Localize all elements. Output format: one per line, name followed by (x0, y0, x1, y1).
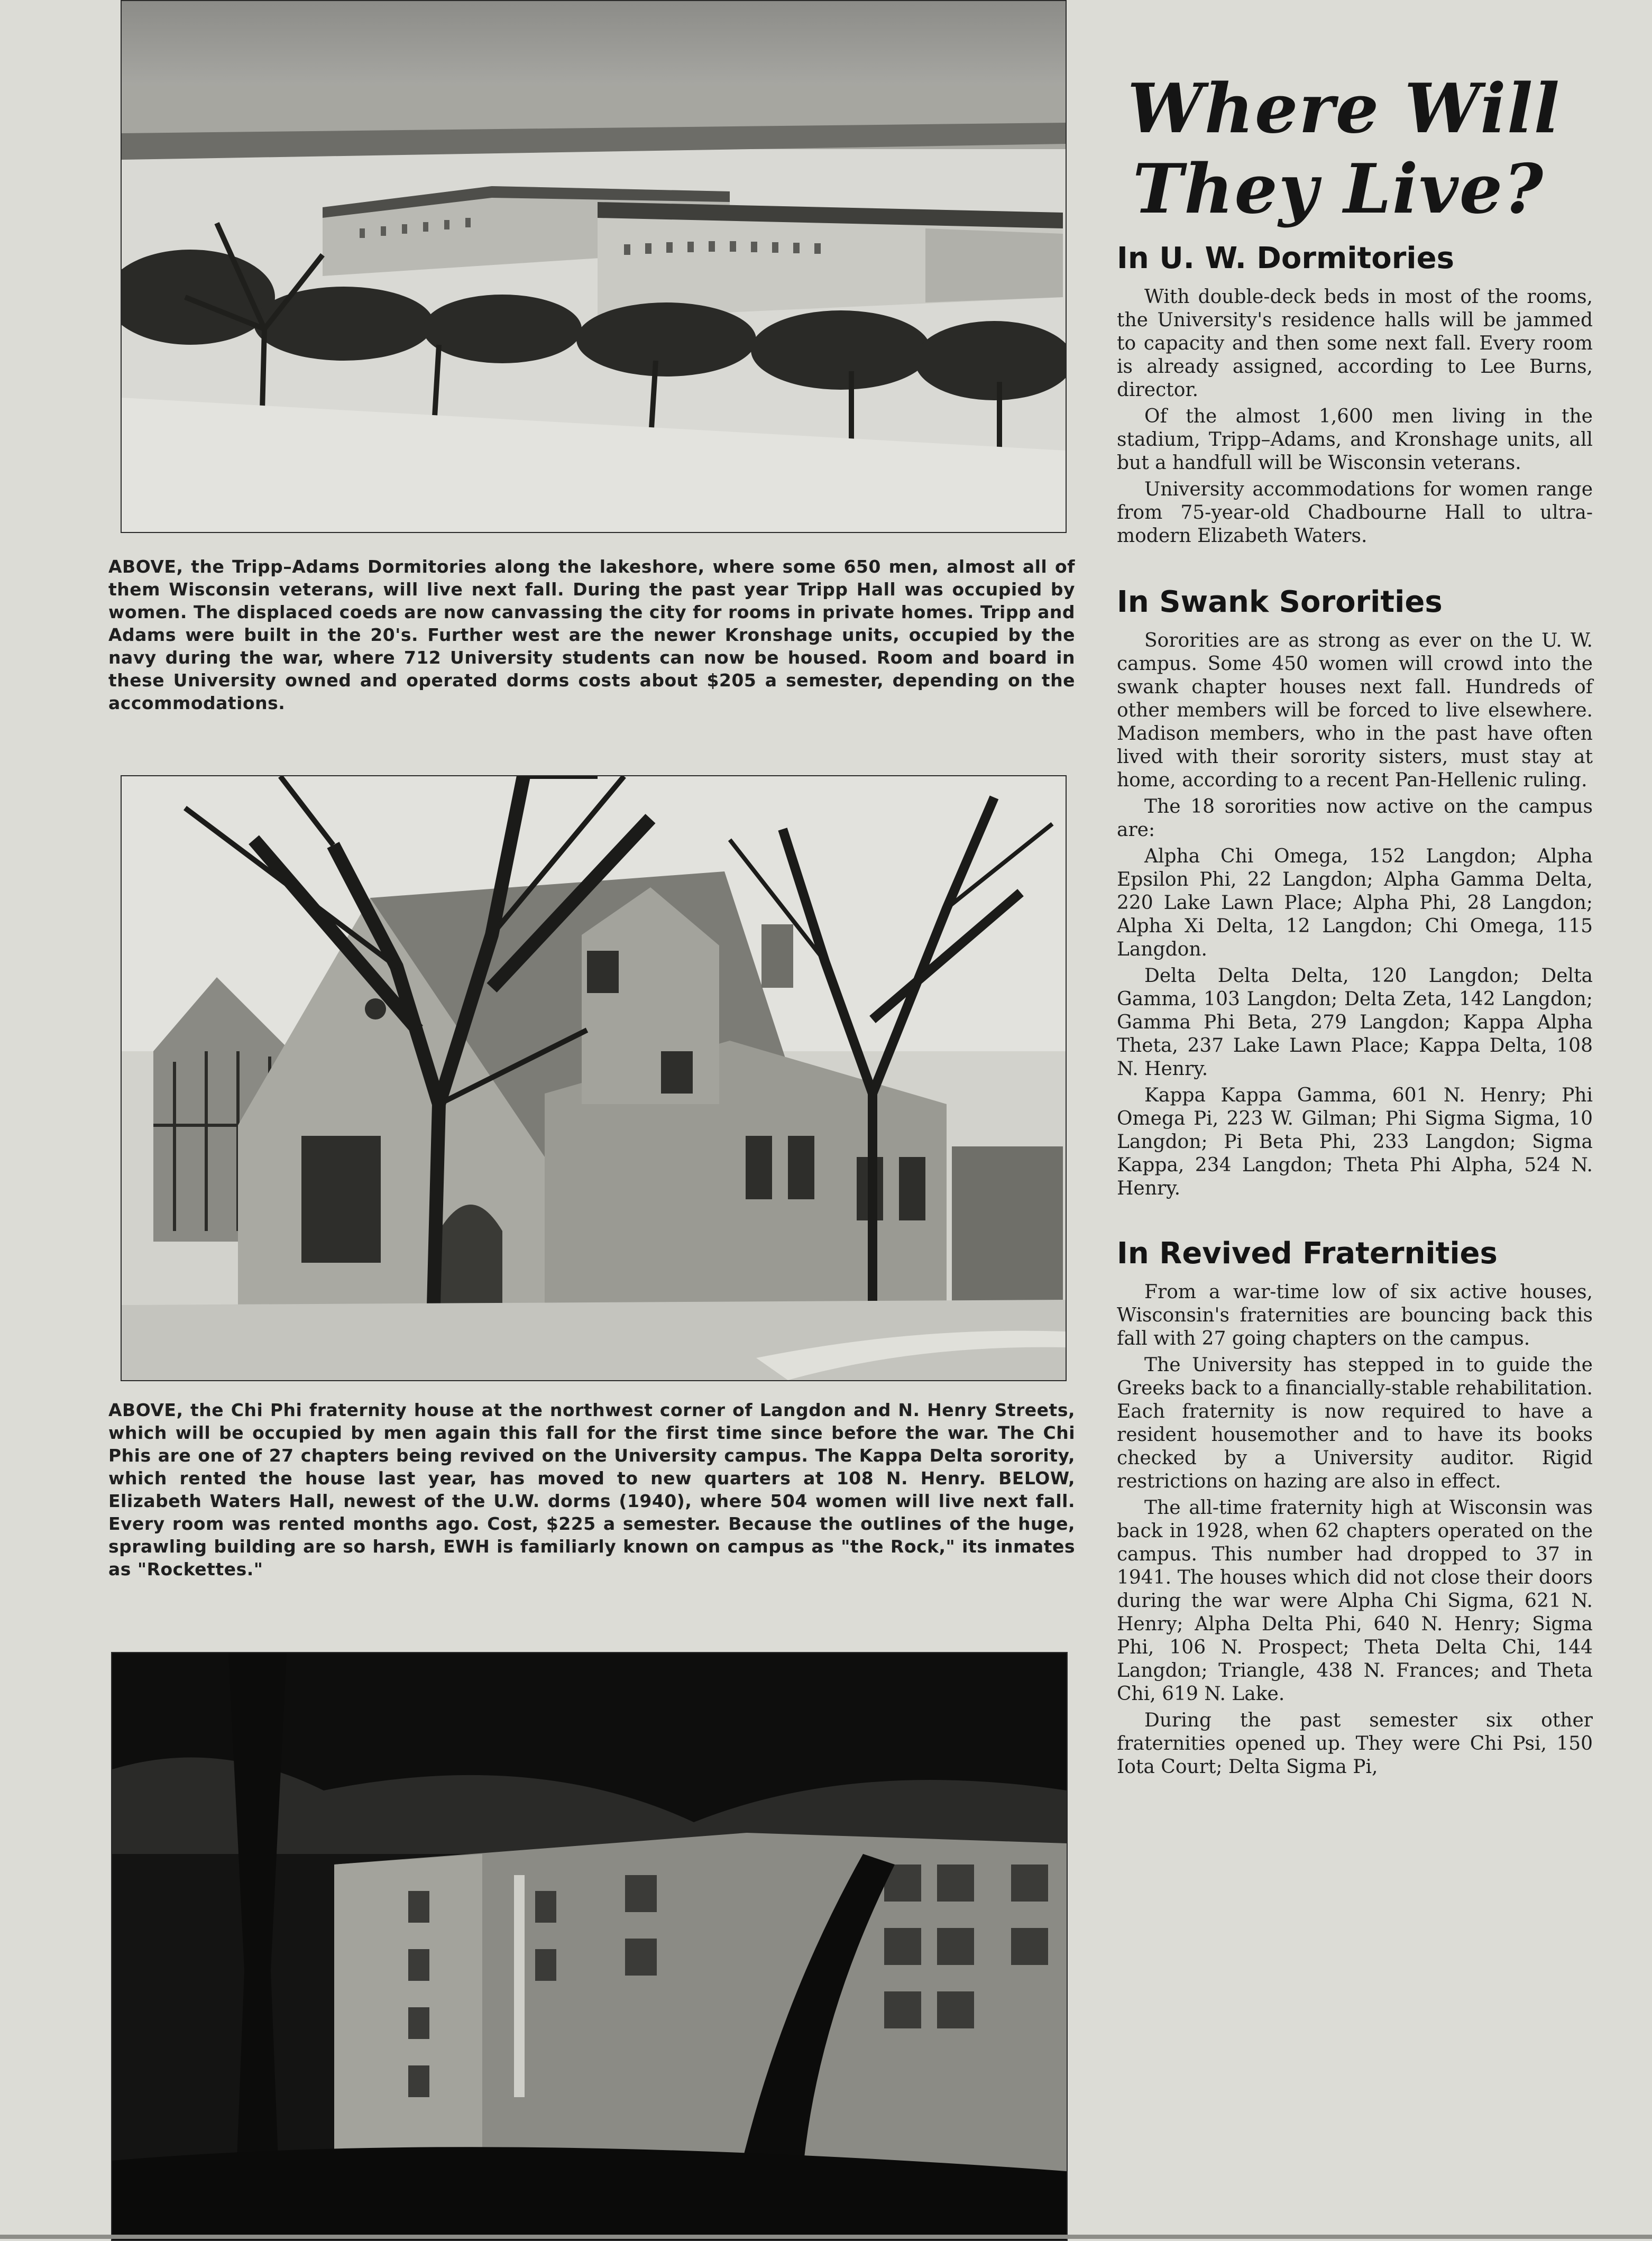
paragraph: Sororities are as strong as ever on the U. W. campus. Some 450 women will crowd into the swank chapter houses next fall. Hundreds of other members will be forced to live elsewhere. Madison members, who in the past have often lived with their sorority sisters, must stay at home, according to a recent Pan-Hellenic ruling. (1117, 630, 1593, 791)
photo-elizabeth-waters-hall (111, 1652, 1068, 2241)
paragraph: During the past semester six other fraternities opened up. They were Chi Psi, 150 Iota Court; Delta Sigma Pi, (1117, 1710, 1593, 1778)
paragraph: Alpha Chi Omega, 152 Langdon; Alpha Epsilon Phi, 22 Langdon; Alpha Gamma Delta, 220 Lake Lawn Place; Alpha Phi, 28 Langdon; Alpha Xi Delta, 12 Langdon; Chi Omega, 115 Langdon. (1117, 846, 1593, 960)
photo-tripp-adams-dormitories (121, 0, 1067, 533)
article-column (1117, 69, 1593, 1782)
section-heading-fraternities: In Revived Fraternities (1117, 1236, 1498, 1271)
paragraph: University accommodations for women range from 75-year-old Chadbourne Hall to ultra-modern Elizabeth Waters. (1117, 479, 1593, 547)
paragraph: Of the almost 1,600 men living in the stadium, Tripp–Adams, and Kronshage units, all but a handfull will be Wisconsin veterans. (1117, 406, 1593, 474)
paragraph: With double-deck beds in most of the rooms, the University's residence halls will be jammed to capacity and then some next fall. Every room is already assigned, according to Lee Burns, director. (1117, 286, 1593, 401)
page-bottom-rule (0, 2235, 1652, 2239)
headline-line-2: They Live? (1133, 150, 1545, 229)
caption-tripp-adams: ABOVE, the Tripp–Adams Dormitories along the lakeshore, where some 650 men, almost all of them Wisconsin veterans, will live next fall. During the past year Tripp Hall was occupied by women. The displaced coeds are now canvassing the city for rooms in private homes. Tripp and Adams were built in the 20's. Further west are the newer Kronshage units, occupied by the navy during the war, where 712 University students can now be housed. Room and board in these University owned and operated dorms costs about $205 a semester, depending on the accommodations. (108, 556, 1075, 713)
photo-chi-phi-house (121, 775, 1067, 1381)
section-heading-dormitories: In U. W. Dormitories (1117, 241, 1454, 275)
paragraph: The 18 sororities now active on the campus are: (1117, 796, 1593, 841)
paragraph: The all-time fraternity high at Wisconsin was back in 1928, when 62 chapters operated on the campus. This number had dropped to 37 in 1941. The houses which did not close their doors during the war were Alpha Chi Sigma, 621 N. Henry; Alpha Delta Phi, 640 N. Henry; Sigma Phi, 106 N. Prospect; Theta Delta Chi, 144 Langdon; Triangle, 438 N. Frances; and Theta Chi, 619 N. Lake. (1117, 1497, 1593, 1705)
caption-chi-phi-and-ewh: ABOVE, the Chi Phi fraternity house at the northwest corner of Langdon and N. Henry Streets, which will be occupied by men again this fall for the first time since before the war. The Chi Phis are one of 27 chapters being revived on the University campus. The Kappa Delta sorority, which rented the house last year, has moved to new quarters at 108 N. Henry. BELOW, Elizabeth Waters Hall, newest of the U.W. dorms (1940), where 504 women will live next fall. Every room was rented months ago. Cost, $225 a semester. Because the outlines of the huge, sprawling building are so harsh, EWH is familiarly known on campus as "the Rock," its inmates as "Rockettes." (108, 1400, 1075, 1579)
paragraph: The University has stepped in to guide the Greeks back to a financially-stable rehabilitation. Each fraternity is now required to have a resident housemother and to have its books checked by a University auditor. Rigid restrictions on hazing are also in effect. (1117, 1354, 1593, 1492)
article-headline (1127, 69, 1593, 229)
section-heading-sororities: In Swank Sororities (1117, 585, 1443, 619)
headline-line-1: Where Will (1127, 69, 1561, 149)
paragraph: From a war-time low of six active houses, Wisconsin's fraternities are bouncing back this fall with 27 going chapters on the campus. (1117, 1281, 1593, 1349)
paragraph: Kappa Kappa Gamma, 601 N. Henry; Phi Omega Pi, 223 W. Gilman; Phi Sigma Sigma, 10 Langdon; Pi Beta Phi, 233 Langdon; Sigma Kappa, 234 Langdon; Theta Phi Alpha, 524 N. Henry. (1117, 1085, 1593, 1199)
paragraph: Delta Delta Delta, 120 Langdon; Delta Gamma, 103 Langdon; Delta Zeta, 142 Langdon; Gamma Phi Beta, 279 Langdon; Kappa Alpha Theta, 237 Lake Lawn Place; Kappa Delta, 108 N. Henry. (1117, 965, 1593, 1080)
